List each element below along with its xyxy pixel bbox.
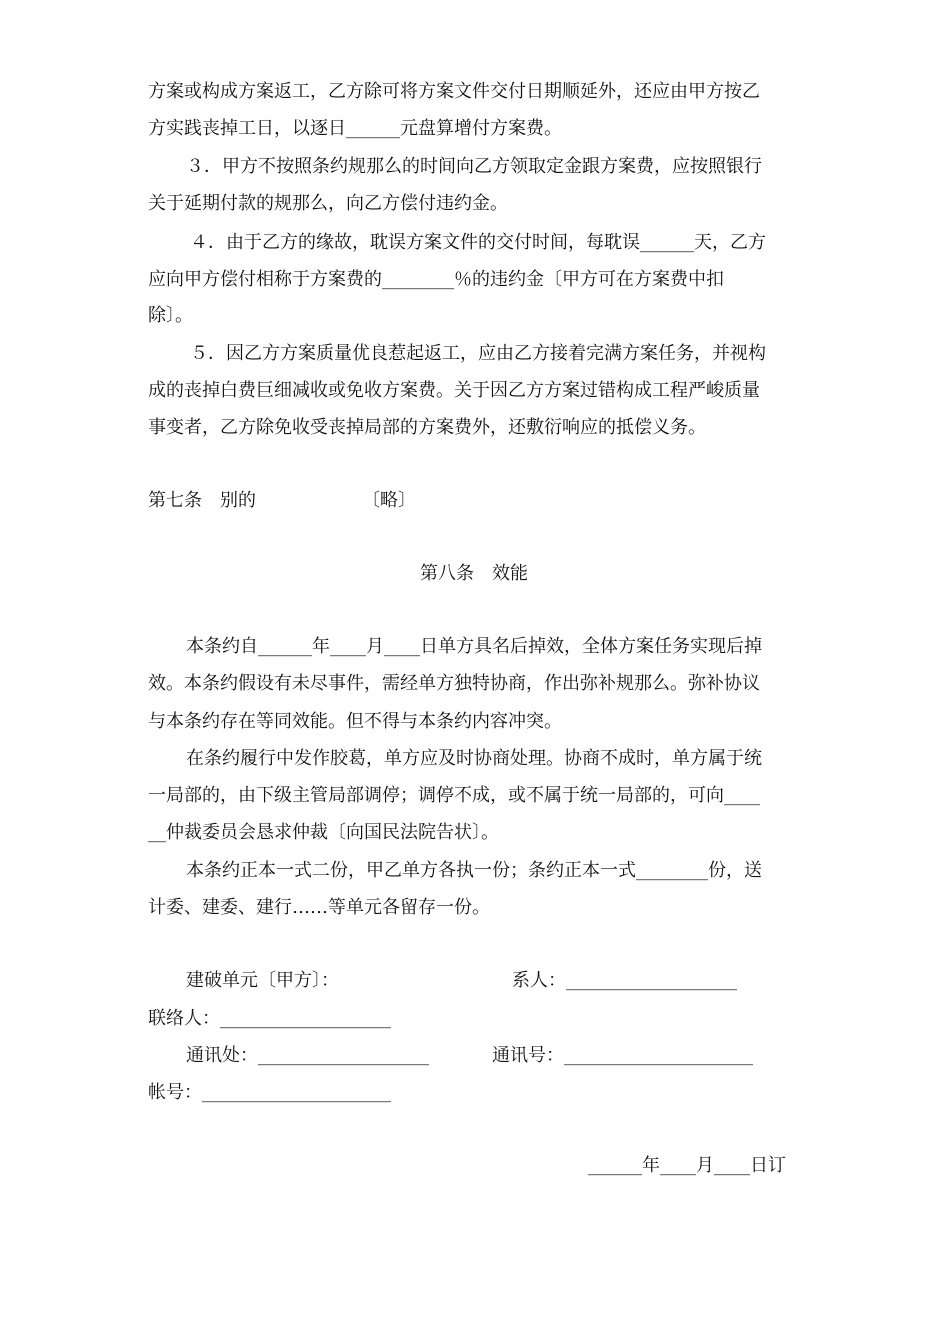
paragraph-line: 应向甲方偿付相称于方案费的________％的违约金〔甲方可在方案费中扣 xyxy=(148,269,724,290)
paragraph-line: 方案或构成方案返工，乙方除可将方案文件交付日期顺延外，还应由甲方按乙 xyxy=(148,81,760,102)
paragraph-line: 一局部的，由下级主管局部调停；调停不成，或不属于统一局部的，可向____ xyxy=(148,785,760,806)
address-field: 通讯处：___________________ xyxy=(186,1045,429,1066)
contact-person-field: 系人：___________________ xyxy=(512,970,737,991)
paragraph-line: __仲裁委员会恳求仲裁〔向国民法院告状〕。 xyxy=(148,822,499,843)
unit-label: 建破单元〔甲方〕： xyxy=(186,970,339,991)
paragraph-line: 本条约自______年____月____日单方具名后掉效，全体方案任务实现后掉 xyxy=(186,636,762,657)
liaison-field: 联络人：___________________ xyxy=(148,1008,391,1029)
clause-3-line: ３．甲方不按照条约规那么的时间向乙方领取定金跟方案费，应按照银行 xyxy=(186,156,762,177)
article-7-label: 第七条 别的 xyxy=(148,490,256,511)
article-8-title: 第八条 效能 xyxy=(420,563,528,584)
phone-field: 通讯号：_____________________ xyxy=(492,1045,753,1066)
date-line: ______年____月____日订 xyxy=(588,1155,786,1176)
paragraph-line: 计委、建委、建行……等单元各留存一份。 xyxy=(148,897,490,918)
paragraph-line: 关于延期付款的规那么，向乙方偿付违约金。 xyxy=(148,193,508,214)
article-7-note: 〔略〕 xyxy=(362,490,416,511)
paragraph-line: 方实践丧掉工日，以逐日______元盘算增付方案费。 xyxy=(148,118,562,139)
paragraph-line: 在条约履行中发作胶葛，单方应及时协商处理。协商不成时，单方属于统 xyxy=(186,748,762,769)
account-field: 帐号：_____________________ xyxy=(148,1082,391,1103)
paragraph-line: 除〕。 xyxy=(148,305,193,326)
clause-5-line: ５．因乙方方案质量优良惹起返工，应由乙方接着完满方案任务，并视构 xyxy=(190,343,766,364)
paragraph-line: 与本条约存在等同效能。但不得与本条约内容冲突。 xyxy=(148,711,562,732)
paragraph-line: 成的丧掉白费巨细减收或免收方案费。关于因乙方方案过错构成工程严峻质量 xyxy=(148,380,760,401)
clause-4-line: ４．由于乙方的缘故，耽误方案文件的交付时间，每耽误______天，乙方 xyxy=(190,232,766,253)
paragraph-line: 本条约正本一式二份，甲乙单方各执一份；条约正本一式________份，送 xyxy=(186,860,762,881)
paragraph-line: 事变者，乙方除免收受丧掉局部的方案费外，还敷衍响应的抵偿义务。 xyxy=(148,417,706,438)
paragraph-line: 效。本条约假设有未尽事件，需经单方独特协商，作出弥补规那么。弥补协议 xyxy=(148,673,760,694)
